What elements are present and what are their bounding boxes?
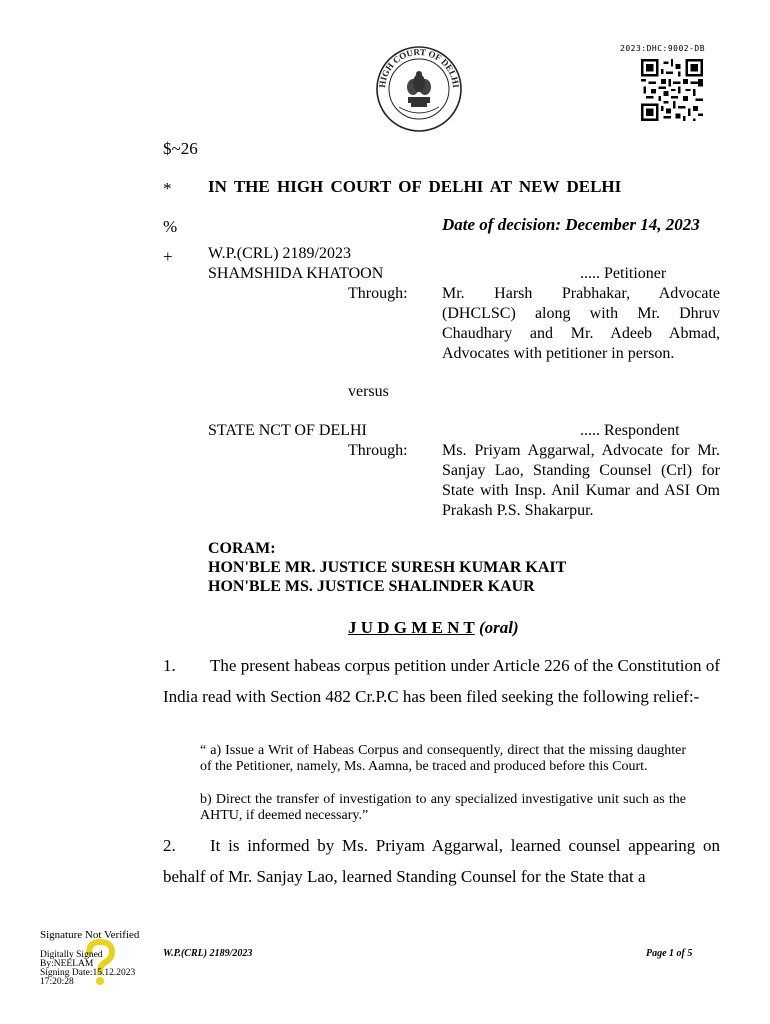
signature-status: Signature Not Verified: [40, 929, 140, 941]
through-label: Through:: [348, 285, 408, 302]
plus-marker: +: [163, 247, 173, 266]
star-marker: *: [163, 179, 172, 198]
petitioner-counsel: Mr. Harsh Prabhakar, Advocate (DHCLSC) along with Mr. Dhruv Chaudhary and Mr. Adeeb Abmad, Advocates with petitioner in person.: [442, 285, 720, 362]
paragraph-number: 2.: [163, 836, 176, 855]
court-title: IN THE HIGH COURT OF DELHI AT NEW DELHI: [208, 177, 622, 196]
petitioner-role: ..... Petitioner: [580, 265, 667, 282]
respondent-name: STATE NCT OF DELHI: [208, 422, 367, 439]
list-number: $~26: [163, 139, 198, 158]
signature-signed-by: Digitally Signed: [40, 950, 103, 960]
digital-signature-block: [40, 930, 155, 1002]
paragraph-text: It is informed by Ms. Priyam Aggarwal, learned counsel appearing on behalf of Mr. Sanjay Lao, learned Standing Counsel for the State that a: [163, 836, 720, 886]
neutral-citation: 2023:DHC:9002-DB: [620, 44, 706, 53]
petitioner-name: SHAMSHIDA KHATOON: [208, 265, 384, 282]
judge-name: HON'BLE MR. JUSTICE SURESH KUMAR KAIT: [208, 559, 567, 576]
judgment-title: J U D G M E N T: [348, 618, 475, 637]
quoted-relief-b: b) Direct the transfer of investigation to any specialized investigative unit such as the AHTU, if deemed necessary.”: [200, 792, 686, 823]
qr-code-icon: [640, 59, 704, 121]
judgment-heading: [348, 617, 519, 638]
court-seal-emblem: [375, 45, 463, 133]
signature-signer: By:NEELAM: [40, 959, 94, 969]
respondent-counsel: Ms. Priyam Aggarwal, Advocate for Mr. Sanjay Lao, Standing Counsel (Crl) for State with Insp. Anil Kumar and ASI Om Prakash P.S. Shakarpur.: [442, 442, 720, 519]
seal-ring-text: HIGH COURT OF DELHI: [376, 46, 462, 89]
through-label: Through:: [348, 442, 408, 459]
quoted-relief-a: “ a) Issue a Writ of Habeas Corpus and consequently, direct that the missing daughter of the Petitioner, namely, Ms. Aamna, be traced and produced before this Court.: [200, 743, 686, 774]
paragraph-text: The present habeas corpus petition under Article 226 of the Constitution of India read with Section 482 Cr.P.C has been filed seeking the following relief:-: [163, 656, 720, 706]
case-number: W.P.(CRL) 2189/2023: [208, 245, 351, 262]
date-of-decision: Date of decision: December 14, 2023: [442, 215, 700, 234]
respondent-role: ..... Respondent: [580, 422, 680, 439]
footer-page-number: Page 1 of 5: [646, 948, 693, 959]
percent-marker: %: [163, 217, 178, 236]
footer-case-number: W.P.(CRL) 2189/2023: [163, 948, 253, 959]
signature-date: Signing Date:15.12.2023: [40, 968, 136, 978]
paragraph-number: 1.: [163, 656, 176, 675]
versus-text: versus: [348, 383, 389, 400]
signature-time: 17:20:28: [40, 977, 74, 987]
judge-name: HON'BLE MS. JUSTICE SHALINDER KAUR: [208, 578, 535, 595]
coram-label: CORAM:: [208, 540, 276, 557]
judgment-oral: (oral): [478, 618, 519, 637]
